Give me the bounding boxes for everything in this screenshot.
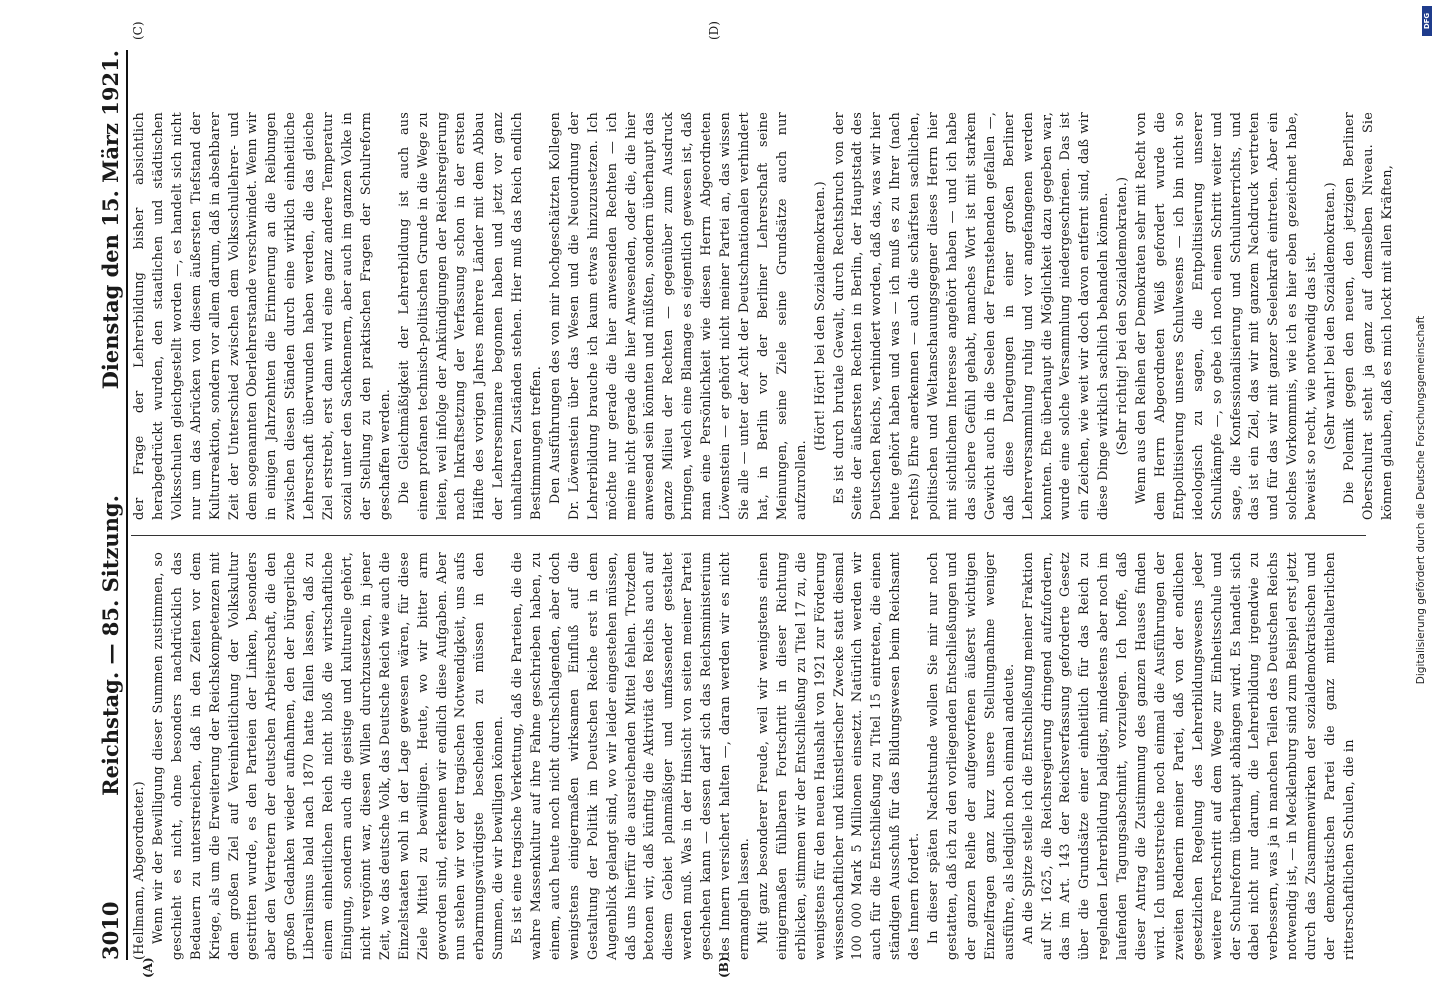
digitization-credit	[1414, 0, 1428, 1000]
credit-text: Digitalisierung gefördert durch die Deutsche Forschungsgemeinschaft	[1415, 315, 1427, 685]
paragraph: Die Polemik gegen den neuen, den jetzigen Berliner Oberschulrat steht ja ganz auf demselben Niveau. Sie können glauben, daß es mich lockt mit allen Kräften,	[1342, 112, 1395, 520]
margin-marker-c: (C)	[131, 21, 145, 40]
paragraph: Es ist durch brutale Gewalt, durch Rechtsbruch von der Seite der äußersten Rechten in Berlin, der Hauptstadt des Deutschen Reichs, verhindert worden, daß das, was wir hier heute gehört haben und was — ich muß es zu Ihrer (nach rechts) Ehre anerkennen — auch die schärfsten sachlichen, politischen und Weltanschauungsgegner dieses Herrn hier mit sichtlichem Interesse angehört haben — und ich habe das sichere Gefühl gehabt, manches Wort ist mit starkem Gewicht auch in die Seelen der Fernstehenden gefallen —, daß diese Darlegungen in einer großen Berliner Lehrerversammlung ruhig und vor angefangenen werden konnten. Ehe überhaupt die Möglichkeit dazu gegeben war, wurde eine solche Versammlung niedergeschrieen. Das ist ein Zeichen, wie weit wir doch davon entfernt sind, daß wir diese Dinge wirklich sachlich behandeln können.	[831, 112, 1112, 520]
column-divider	[131, 535, 1366, 536]
document-page	[47, 20, 1395, 980]
dfg-logo	[1422, 6, 1432, 36]
paragraph: An die Spitze stelle ich die Entschließung meiner Fraktion auf Nr. 1625, die Reichsregierung dringend aufzufordern, das im Art. 143 der Reichsverfassung geforderte Gesetz über die Grundsätze einer einheitlich für das Reich zu regelnden Lehrerbildung baldigst, mindestens aber noch im laufenden Tagungsabschnitt, vorzulegen. Ich hoffe, daß dieser Antrag die Zustimmung des ganzen Hauses finden wird. Ich unterstreiche noch einmal die Ausführungen der zweiten Rednerin meiner Partei, daß von der endlichen gesetzlichen Regelung des Lehrerbildungswesens jeder weitere Fortschritt auf dem Wege zur Einheitsschule und der Schulreform überhaupt abhängen wird. Es handelt sich dabei nicht nur darum, die Lehrerbildung irgendwie zu verbessern, was ja in manchen Teilen des Deutschen Reichs notwendig ist, — in Mecklenburg sind zum Beispiel erst jetzt durch das Zusammenwirken der sozialdemokratischen und der demokratischen Partei die ganz mittelalterlichen ritterschaftlichen Schulen, die in	[1020, 552, 1357, 960]
speaker-line: (Hellmann, Abgeordneter.)	[132, 781, 147, 960]
interjection: (Sehr richtig! bei den Sozialdemokraten.)	[1115, 176, 1131, 456]
interjection: (Hört! Hört! bei den Sozialdemokraten.)	[812, 181, 828, 451]
margin-marker-a: (A)	[141, 957, 155, 978]
paragraph: In dieser späten Nachtstunde wollen Sie mir nur noch gestatten, daß ich zu den vorliegenden Entschließungen und der ganzen Reihe der aufgeworfenen äußerst wichtigen Einzelfragen ganz kurz unsere Stellungnahme weniger ausführe, als lediglich noch einmal andeute.	[926, 552, 1017, 960]
right-column	[131, 112, 1395, 520]
paragraph: Es ist eine tragische Verkettung, daß die Parteien, die die wahre Massenkultur auf ihre Fahne geschrieben haben, zu einem, auch heute noch nicht durchschlagenden, aber doch wenigstens einigermaßen wirksamen Einfluß auf die Gestaltung der Politik im Deutschen Reiche erst in dem Augenblick gelangt sind, wo wir leider eingestehen müssen, daß uns hierfür die ausreichenden Mittel fehlen. Trotzdem betonen wir, daß künftig die Aktivität des Reichs auch auf diesem Gebiet planmäßiger und umfassender gestaltet werden muß. Was in der Hinsicht von seiten meiner Partei geschehen kann — dessen darf sich das Reichsministerium des Innern versichert halten —, daran werden wir es nicht ermangeln lassen.	[510, 552, 752, 960]
paragraph: Mit ganz besonderer Freude, weil wir wenigstens einen einigermaßen fühlbaren Fortschritt in dieser Richtung erblicken, stimmen wir der Entschließung zu Titel 17 zu, die wenigstens für den neuen Haushalt von 1921 zur Förderung wissenschaftlicher und künstlerischer Zwecke statt diesmal 100 000 Mark 5 Millionen einsetzt. Natürlich werden wir auch für die Entschließung zu Titel 15 eintreten, die einen ständigen Ausschuß für das Bildungswesen beim Reichsamt des Innern fordert.	[755, 552, 923, 960]
paragraph: der Frage der Lehrerbildung bisher absichtlich herabgedrückt wurden, den staatlichen und städtischen Volksschulen gleichgestellt worden —, es handelt sich nicht nur um das Abrücken von diesem äußersten Tiefstand der Kulturreaktion, sondern vor allem darum, daß in absehbarer Zeit der Unterschied zwischen dem Volksschullehrer- und dem sogenannten Oberlehrerstande verschwindet. Wenn wir in einigen Jahrzehnten die Erinnerung an die Reibungen zwischen diesen Ständen durch eine wirklich einheitliche Lehrerschaft überwunden haben werden, die das gleiche Ziel erstrebt, erst dann wird eine ganz andere Temperatur sozial unter den Sachkennern, aber auch im ganzen Volke in der Stellung zu den praktischen Fragen der Schulreform geschaffen werden.	[132, 112, 393, 520]
dfg-logo-text: DFG	[1423, 12, 1431, 30]
paragraph: Die Gleichmäßigkeit der Lehrerbildung ist auch aus einem profanen technisch-politischen Grunde in die Wege zu leiten, weil infolge der Ankündigungen der Reichsregierung nach Inkraftsetzung der Verfassung schon in der ersten Hälfte des vorigen Jahres mehrere Länder mit dem Abbau der Lehrerseminare begonnen haben und jetzt vor ganz unhaltbaren Zuständen stehen. Hier muß das Reich endlich Bestimmungen treffen.	[396, 112, 545, 520]
session-date: Dienstag den 15. März 1921.	[98, 50, 123, 390]
paragraph: Wenn wir der Bewilligung dieser Summen zustimmen, so geschieht es nicht, ohne besonders nachdrücklich das Bedauern zu unterstreichen, daß in den Zeiten vor dem Kriege, als um die Erweiterung der Reichskompetenzen mit dem großen Ziel auf Vereinheitlichung der Volkskultur gestritten wurde, es den Parteien der Linken, besonders aber den Vertretern der deutschen Arbeiterschaft, die den großen Gedanken wieder aufnahmen, den der bürgerliche Liberalismus bald nach 1870 hatte fallen lassen, daß zu einem einheitlichen Reich nicht bloß die wirtschaftliche Einigung, sondern auch die geistige und kulturelle gehört, nicht vergönnt war, diesen Willen durchzusetzen, in jener Zeit, wo das deutsche Volk, das Deutsche Reich wie auch die Einzelstaaten wohl in der Lage gewesen wären, für diese Ziele Mittel zu bewilligen. Heute, wo wir bitter arm geworden sind, erkennen wir endlich diese Aufgaben. Aber nun stehen wir vor der tragischen Notwendigkeit, uns aufs erbarmungswürdigste bescheiden zu müssen in den Summen, die wir bewilligen können.	[150, 552, 507, 960]
paragraph: Den Ausführungen des von mir hochgeschätzten Kollegen Dr. Löwenstein über das Wesen und die Neuordnung der Lehrerbildung brauche ich kaum etwas hinzuzusetzen. Ich möchte nur gerade die hier anwesenden Rechten — ich meine nicht gerade die hier Anwesenden, oder die, die hier anwesend sein könnten und müßten, sondern überhaupt das ganze Milieu der Rechten — gegenüber zum Ausdruck bringen, welch eine Blamage es eigentlich gewesen ist, daß man eine Persönlichkeit wie diesen Herrn Abgeordneten Löwenstein — er gehört nicht meiner Partei an, das wissen Sie alle — unter der Acht der Deutschnationalen verhindert hat, in Berlin vor der Berliner Lehrerschaft seine Meinungen, seine Ziele seine Grundsätze auch nur aufzurollen.	[547, 112, 809, 520]
session-title: Reichstag. — 85. Sitzung.	[98, 495, 123, 796]
page-number: 3010	[98, 901, 123, 960]
page-header	[81, 50, 128, 960]
margin-marker-d: (D)	[707, 21, 721, 40]
interjection: (Sehr wahr! bei den Sozialdemokraten.)	[1323, 182, 1339, 450]
left-column	[131, 552, 1357, 960]
margin-marker-b: (B)	[717, 956, 731, 978]
paragraph: Wenn aus den Reihen der Demokraten sehr mit Recht von dem Herrn Abgeordneten Weiß gefordert wurde die Entpolitisierung unseres Schulwesens — ich bin nicht so ideologisch zu sagen, die Entpolitisierung unserer Schulkämpfe —, so gebe ich noch einen Schritt weiter und sage, die Konfessionalisierung und Schulunterrichts, und das ist ein Ziel, das wir mit ganzem Nachdruck vertreten und für das wir mit ganzer Seelenkraft eintreten. Aber ein solches Vorkommnis, wie ich es hier eben gezeichnet habe, beweist so recht, wie notwendig das ist.	[1134, 112, 1320, 520]
